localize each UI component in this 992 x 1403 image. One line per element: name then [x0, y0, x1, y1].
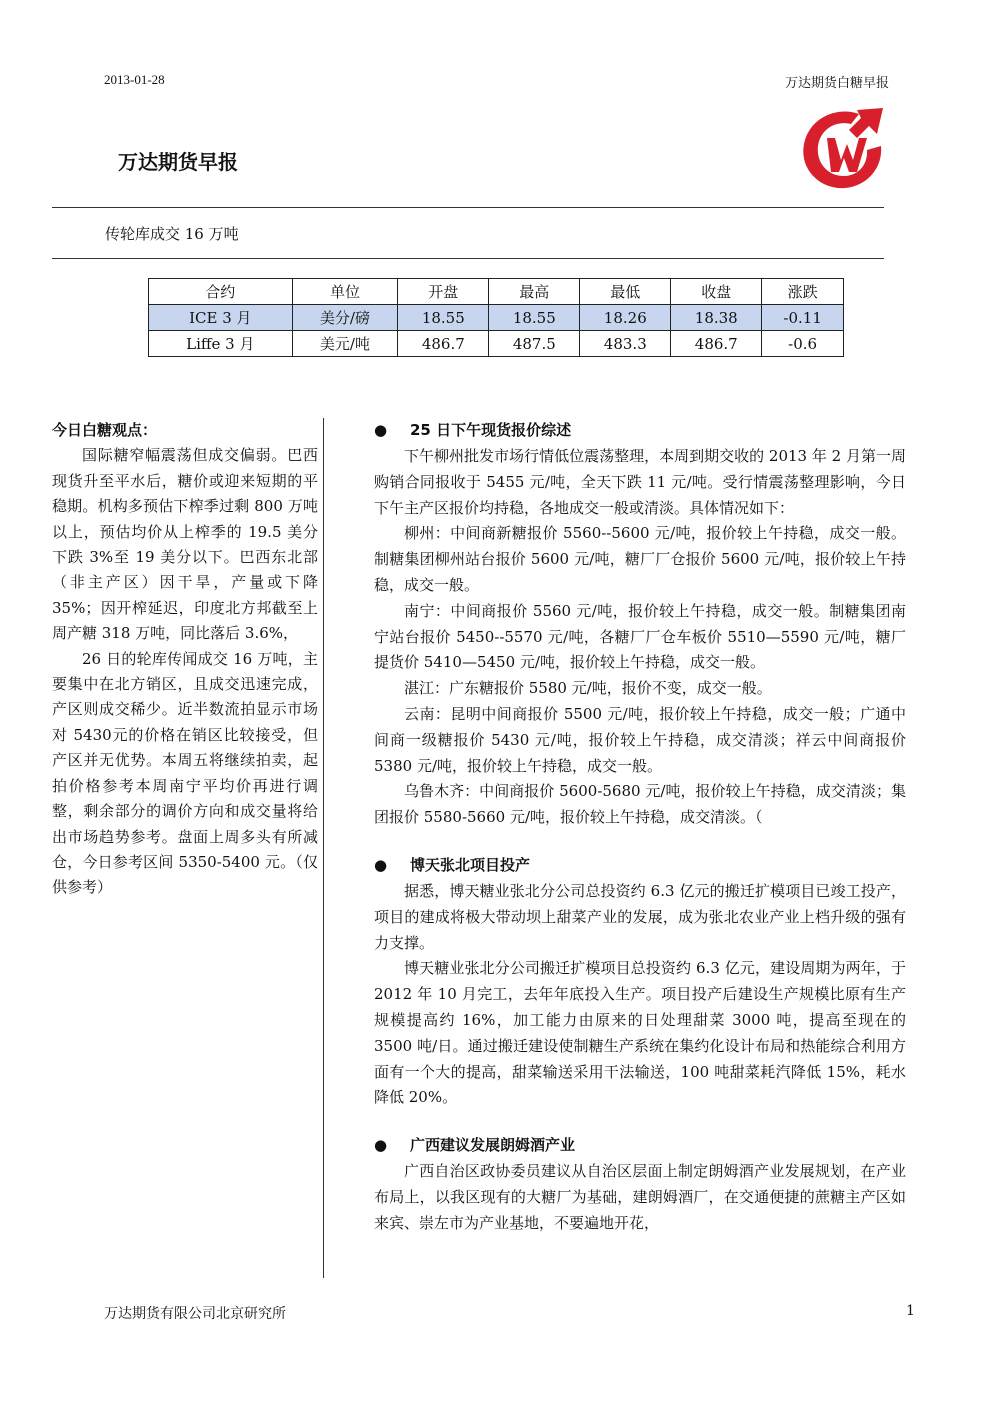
- futures-quote-table: [148, 278, 844, 357]
- footer-company: 万达期货有限公司北京研究所: [104, 1306, 286, 1322]
- table-cell: -0.6: [762, 331, 844, 357]
- table-cell: 美分/磅: [292, 305, 398, 331]
- news-paragraph: 据悉，博天糖业张北分公司总投资约 6.3 亿元的搬迁扩模项目已竣工投产，项目的建成将极大带动坝上甜菜产业的发展，成为张北农业产业上档升级的强有力支撑。: [374, 881, 906, 952]
- news-paragraph: 柳州：中间商新糖报价 5560--5600 元/吨，报价较上午持稳，成交一般。制糖集团柳州站台报价 5600 元/吨，糖厂厂仓报价 5600 元/吨，报价较上午持稳，成交一般。: [374, 524, 906, 594]
- bullet-icon: ●: [374, 421, 388, 439]
- table-cell: 18.26: [580, 305, 671, 331]
- col-change: 涨跌: [762, 279, 844, 305]
- table-row: [149, 305, 844, 331]
- col-close: 收盘: [671, 279, 762, 305]
- table-header-row: [149, 279, 844, 305]
- bullet-icon: ●: [374, 855, 388, 874]
- brand-title: 万达期货早报: [118, 150, 238, 174]
- section-heading: [374, 853, 906, 879]
- market-view-paragraph: 26 日的轮库传闻成交 16 万吨，主要集中在北方销区，且成交迅速完成，产区则成交稀少。近半数流拍显示市场对 5430元的价格在销区比较接受，但产区并无优势。本周五将继续拍卖，起拍价格参考本周南宁平均价再进行调整，剩余部分的调价方向和成交量将给出市场趋势参考。盘面上周多头有所减仓，今日参考区间 5350-5400 元。（仅供参考）: [52, 649, 318, 897]
- table-row: [149, 331, 844, 357]
- table-cell: 486.7: [398, 331, 489, 357]
- section-heading-text: 25 日下午现货报价综述: [410, 421, 572, 439]
- col-open: 开盘: [398, 279, 489, 305]
- market-view-column: [52, 418, 318, 901]
- header-rule-bottom: [52, 258, 884, 259]
- table-cell: 487.5: [489, 331, 580, 357]
- news-paragraph: 云南：昆明中间商报价 5500 元/吨，报价较上午持稳，成交一般；广通中间商一级糖报价 5430 元/吨，报价较上午持稳，成交清淡；祥云中间商报价 5380 元/吨，报价较上午持稳，成交一般。: [374, 704, 906, 775]
- table-cell: 483.3: [580, 331, 671, 357]
- news-paragraph: 南宁：中间商报价 5560 元/吨，报价较上午持稳，成交一般。制糖集团南宁站台报价 5450--5570 元/吨，各糖厂厂仓车板价 5510—5590 元/吨，糖厂提货价 5410—5450 元/吨，报价较上午持稳，成交一般。: [374, 601, 906, 672]
- page-number: 1: [906, 1303, 915, 1319]
- column-divider: [323, 418, 324, 1278]
- col-unit: 单位: [292, 279, 398, 305]
- table-cell: 18.55: [489, 305, 580, 331]
- col-contract: 合约: [149, 279, 293, 305]
- section-heading: [374, 1133, 906, 1159]
- market-view-title: 今日白糖观点：: [52, 421, 158, 439]
- table-cell: -0.11: [762, 305, 844, 331]
- table-cell: 486.7: [671, 331, 762, 357]
- table-cell: ICE 3 月: [149, 305, 293, 331]
- news-paragraph: 下午柳州批发市场行情低位震荡整理，本周到期交收的 2013 年 2 月第一周购销合同报收于 5455 元/吨，全天下跌 11 元/吨。受行情震荡整理影响，今日下午主产区报价均持稳，各地成交一般或清淡。具体情况如下：: [374, 447, 906, 517]
- table-cell: Liffe 3 月: [149, 331, 293, 357]
- headline: 传轮库成交 16 万吨: [105, 225, 239, 243]
- news-paragraph: 乌鲁木齐：中间商报价 5600-5680 元/吨，报价较上午持稳，成交清淡；集团报价 5580-5660 元/吨，报价较上午持稳，成交清淡。（: [374, 782, 906, 827]
- news-paragraph: 广西自治区政协委员建议从自治区层面上制定朗姆酒产业发展规划，在产业布局上，以我区现有的大糖厂为基础，建朗姆酒厂，在交通便捷的蔗糖主产区如来宾、崇左市为产业基地，不要遍地开花，: [374, 1162, 906, 1232]
- col-high: 最高: [489, 279, 580, 305]
- news-paragraph: 博天糖业张北分公司搬迁扩模项目总投资约 6.3 亿元，建设周期为两年，于 2012 年 10 月完工，去年年底投入生产。项目投产后建设生产规模比原有生产规模提高约 16%，加工能力由原来的日处理甜菜 3000 吨，提高至现在的 3500 吨/日。通过搬迁建设使制糖生产系统在集约化设计布局和热能综合利用方面有一个大的提高，甜菜输送采用干法输送，100 吨甜菜耗汽降低 15%，耗水降低 20%。: [374, 959, 906, 1107]
- news-column: [374, 418, 906, 1237]
- section-heading-text: 博天张北项目投产: [410, 855, 531, 874]
- report-series-title: 万达期货白糖早报: [785, 76, 890, 91]
- table-cell: 18.55: [398, 305, 489, 331]
- wanda-logo-icon: [797, 104, 887, 192]
- col-low: 最低: [580, 279, 671, 305]
- header-rule-top: [52, 207, 884, 208]
- news-paragraph: 湛江：广东糖报价 5580 元/吨，报价不变，成交一般。: [404, 679, 772, 698]
- bullet-icon: ●: [374, 1136, 388, 1155]
- table-cell: 18.38: [671, 305, 762, 331]
- report-date: 2013-01-28: [104, 72, 165, 87]
- table-cell: 美元/吨: [292, 331, 398, 357]
- section-heading: [374, 418, 906, 444]
- section-heading-text: 广西建议发展朗姆酒产业: [410, 1136, 576, 1155]
- market-view-paragraph: 国际糖窄幅震荡但成交偏弱。巴西现货升至平水后，糖价或迎来短期的平稳期。机构多预估下榨季过剩 800 万吨以上，预估均价从上榨季的 19.5 美分下跌 3%至 19 美分以下。巴西东北部（非主产区）因干旱，产量或下降 35%；因开榨延迟，印度北方邦截至上周产糖 318 万吨，同比落后 3.6%，: [52, 446, 318, 643]
